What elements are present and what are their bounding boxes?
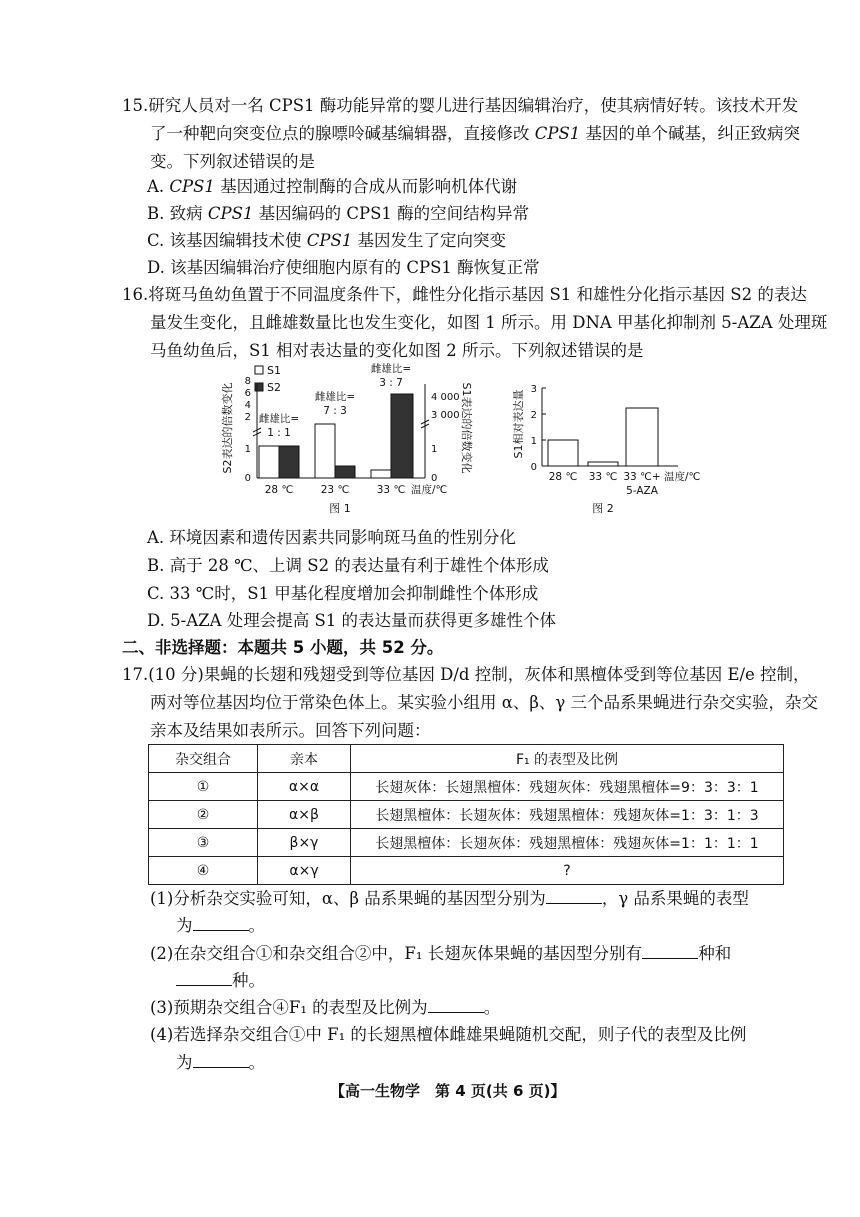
q16-option-c: C. 33 ℃时，S1 甲基化程度增加会抑制雌性个体形成 (147, 584, 539, 603)
tick-label: 2 (530, 410, 537, 421)
table-header: 亲本 (258, 745, 351, 773)
q15-stem-line3: 变。下列叙述错误的是 (150, 152, 315, 171)
q16-stem-line3: 马鱼幼鱼后，S1 相对表达量的变化如图 2 所示。下列叙述错误的是 (150, 341, 644, 360)
subquestion-text: 。 (248, 916, 265, 935)
q16-option-d: D. 5-AZA 处理会提高 S1 的表达量而获得更多雄性个体 (147, 611, 557, 630)
table-row (149, 857, 784, 885)
q17-subquestion-1-cont (176, 912, 265, 936)
q15-stem-line1: 15.研究人员对一名 CPS1 酶功能异常的婴儿进行基因编辑治疗，使其病情好转。该技术开发 (122, 96, 799, 115)
subquestion-text: 种。 (232, 971, 265, 990)
bar-33c-5aza (626, 408, 658, 466)
q17-subquestion-2 (150, 940, 731, 964)
gene-name: CPS1 (207, 204, 254, 223)
table-header-row (149, 745, 784, 773)
bar-28c (548, 440, 578, 466)
option-text: 基因编码的 CPS1 酶的空间结构异常 (253, 204, 530, 223)
q17-subquestion-3 (150, 994, 500, 1018)
table-header: 杂交组合 (149, 745, 258, 773)
q15-stem-text: 基因的单个碱基，纠正致病突 (580, 124, 801, 143)
table-cell: 长翅灰体：长翅黑檀体：残翅灰体：残翅黑檀体=9：3：3：1 (351, 773, 784, 801)
table-row (149, 801, 784, 829)
q15-stem-text: 了一种靶向突变位点的腺嘌呤碱基编辑器，直接修改 (150, 124, 535, 143)
tick-label: 3 000 (431, 410, 460, 421)
table-cell: α×γ (258, 857, 351, 885)
q15-stem-line2 (150, 120, 800, 144)
answer-blank[interactable] (193, 1066, 249, 1068)
ratio-label: 雌雄比= (258, 413, 300, 425)
category-label: 28 ℃ (548, 471, 578, 483)
tick-label: 1 (431, 444, 438, 455)
figure-caption: 图 1 (329, 502, 351, 515)
table-cell: ③ (149, 829, 258, 857)
q15-option-c (147, 227, 506, 251)
table-row (149, 829, 784, 857)
q17-subquestion-4-cont (176, 1049, 265, 1073)
category-label: 23 ℃ (320, 484, 350, 496)
subquestion-text: 。 (483, 998, 501, 1017)
legend-label-s1: S1 (267, 364, 281, 377)
page-footer: 【高一生物学 第 4 页(共 6 页)】 (330, 1082, 566, 1100)
table-header: F₁ 的表型及比例 (351, 745, 784, 773)
answer-blank[interactable] (193, 929, 249, 931)
tick-label: 0 (244, 473, 251, 484)
category-label: 33 ℃ (588, 471, 618, 483)
subquestion-text: (3)预期杂交组合④F₁ 的表型及比例为 (150, 998, 428, 1017)
table-cell: 长翅黑檀体：长翅灰体：残翅黑檀体：残翅灰体=1：3：1：3 (351, 801, 784, 829)
option-label: C. 该基因编辑技术使 (147, 231, 307, 250)
table-cell: ② (149, 801, 258, 829)
table-cell: α×β (258, 801, 351, 829)
bar-s2-33c (391, 394, 413, 478)
legend-swatch-s1 (255, 366, 263, 374)
y-axis-label-left: S2表达的倍数变化 (221, 382, 234, 474)
q16-stem-line2: 量发生变化，且雌雄数量比也发生变化，如图 1 所示。用 DNA 甲基化抑制剂 5-AZA 处理斑 (150, 313, 828, 332)
tick-label: 8 (244, 376, 251, 387)
table-cell: α×α (258, 773, 351, 801)
section-heading: 二、非选择题：本题共 5 小题，共 52 分。 (122, 638, 444, 657)
legend-label-s2: S2 (267, 381, 281, 394)
bar-33c (588, 462, 618, 466)
category-label: 5-AZA (626, 485, 658, 497)
gene-name: CPS1 (306, 231, 353, 250)
subquestion-text: (1)分析杂交实验可知，α、β 品系果蝇的基因型分别为 (150, 889, 546, 908)
bar-s2-23c (335, 466, 355, 478)
tick-label: 2 (244, 412, 251, 423)
q15-option-b (147, 200, 529, 224)
bar-s1-33c (371, 470, 391, 478)
tick-label: 1 (244, 444, 251, 455)
figure-caption: 图 2 (592, 502, 614, 515)
tick-label: 0 (431, 473, 438, 484)
category-label: 33 ℃+ (623, 471, 661, 483)
answer-blank[interactable] (546, 902, 602, 904)
ratio-label: 雌雄比= (370, 363, 412, 375)
table-cell: ④ (149, 857, 258, 885)
q17-subquestion-1 (150, 885, 749, 909)
legend-swatch-s2 (255, 383, 263, 391)
q17-stem-line2: 两对等位基因均位于常染色体上。某实验小组用 α、β、γ 三个品系果蝇进行杂交实验，杂交 (150, 693, 819, 712)
bar-s1-23c (315, 424, 335, 478)
ratio-label: 雌雄比= (314, 391, 356, 403)
tick-label: 0 (530, 462, 537, 473)
q17-stem-line1: 17.(10 分)果蝇的长翅和残翅受到等位基因 D/d 控制，灰体和黑檀体受到等位基因 E/e 控制， (122, 665, 810, 684)
subquestion-text: 。 (248, 1053, 265, 1072)
gene-name: CPS1 (534, 124, 581, 143)
answer-blank[interactable] (176, 984, 232, 986)
category-label: 33 ℃ (376, 484, 406, 496)
table-cell: β×γ (258, 829, 351, 857)
gene-name: CPS1 (169, 177, 215, 196)
subquestion-text: 种和 (698, 944, 732, 963)
subquestion-text: (2)在杂交组合①和杂交组合②中，F₁ 长翅灰体果蝇的基因型分别有 (150, 944, 643, 963)
subquestion-text: 为 (176, 916, 193, 935)
cross-results-table (148, 744, 784, 885)
figure-2-chart (508, 380, 728, 518)
tick-label: 6 (244, 388, 251, 399)
table-row (149, 773, 784, 801)
q15-option-a (147, 173, 517, 197)
option-label: B. 致病 (147, 204, 208, 223)
x-axis-label: 温度/℃ (664, 471, 701, 483)
ratio-value: 7 : 3 (323, 405, 347, 417)
q17-stem-line3: 亲本及结果如表所示。回答下列问题： (150, 721, 431, 740)
y-ticks-right (431, 392, 460, 484)
y-axis-label: S1相对表达量 (512, 389, 525, 459)
bar-s2-28c (279, 446, 299, 478)
subquestion-text: 为 (176, 1053, 193, 1072)
y-ticks-left (245, 376, 251, 484)
q15-option-d: D. 该基因编辑治疗使细胞内原有的 CPS1 酶恢复正常 (147, 258, 540, 277)
category-label: 28 ℃ (264, 484, 294, 496)
y-ticks (531, 384, 546, 473)
tick-label: 4 (244, 400, 251, 411)
tick-label: 4 000 (431, 392, 460, 403)
y-axis-label-right: S1表达的倍数变化 (460, 382, 473, 474)
answer-blank[interactable] (428, 1011, 484, 1013)
x-axis-label: 温度/℃ (411, 484, 448, 496)
q16-stem-line1: 16.将斑马鱼幼鱼置于不同温度条件下，雌性分化指示基因 S1 和雄性分化指示基因 S2 的表达 (122, 285, 807, 304)
table-cell: ① (149, 773, 258, 801)
table-cell: 长翅黑檀体：长翅灰体：残翅黑檀体：残翅灰体=1：1：1：1 (351, 829, 784, 857)
q16-option-a: A. 环境因素和遗传因素共同影响斑马鱼的性别分化 (147, 528, 516, 547)
q16-option-b: B. 高于 28 ℃、上调 S2 的表达量有利于雄性个体形成 (147, 556, 549, 575)
figure-1-chart (215, 362, 485, 518)
tick-label: 1 (530, 436, 537, 447)
subquestion-text: ，γ 品系果蝇的表型 (601, 889, 749, 908)
bar-s1-28c (259, 446, 279, 478)
option-label: A. (147, 177, 170, 196)
option-text: 基因发生了定向突变 (352, 231, 507, 250)
q17-subquestion-4: (4)若选择杂交组合①中 F₁ 的长翅黑檀体雌雄果蝇随机交配，则子代的表型及比例 (150, 1025, 747, 1044)
q17-subquestion-2-cont (176, 967, 265, 991)
option-text: 基因通过控制酶的合成从而影响机体代谢 (214, 177, 518, 196)
table-cell: ? (351, 857, 784, 885)
ratio-value: 1 : 1 (267, 427, 291, 439)
answer-blank[interactable] (642, 957, 698, 959)
ratio-value: 3 : 7 (379, 377, 403, 389)
tick-label: 3 (530, 384, 537, 395)
